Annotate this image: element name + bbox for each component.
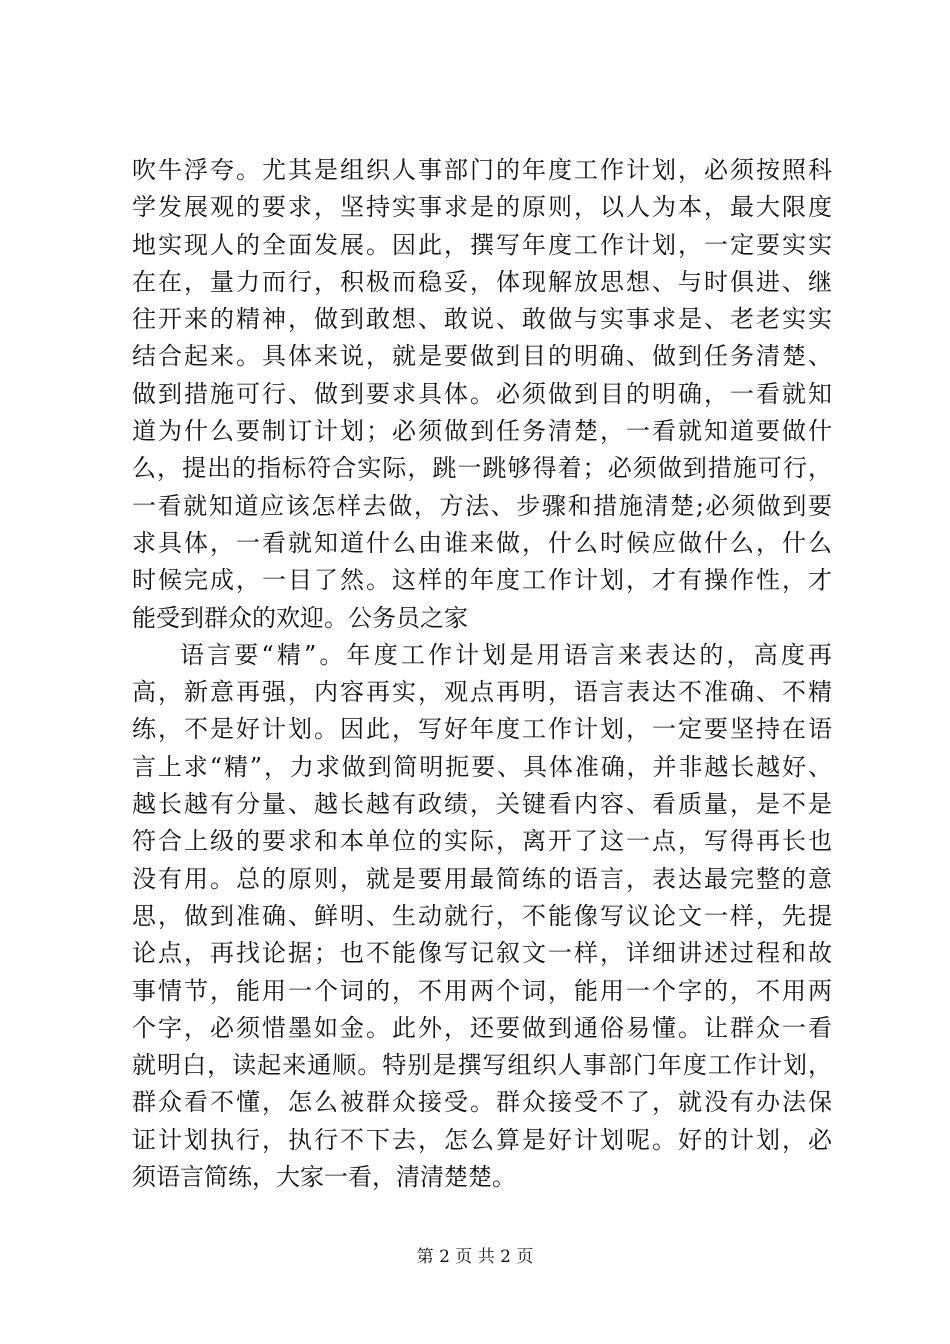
text-line: 一看就知道应该怎样去做，方法、步骤和措施清楚;必须做到要	[132, 491, 832, 520]
text-line: 就明白，读起来通顺。特别是撰写组织人事部门年度工作计划，	[132, 1051, 832, 1080]
page-number-footer: 第 2 页 共 2 页	[416, 1247, 534, 1267]
text-line: 高，新意再强，内容再实，观点再明，语言表达不准确、不精	[132, 678, 832, 707]
text-line: 道为什么要制订计划；必须做到任务清楚，一看就知道要做什	[132, 417, 832, 446]
text-line: 个字，必须惜墨如金。此外，还要做到通俗易懂。让群众一看	[132, 1013, 832, 1042]
text-line: 论点，再找论据；也不能像写记叙文一样，详细讲述过程和故	[132, 939, 832, 968]
text-line: 地实现人的全面发展。因此，撰写年度工作计划，一定要实实	[132, 230, 832, 259]
text-line: 事情节，能用一个词的，不用两个词，能用一个字的，不用两	[132, 976, 832, 1005]
text-line: 符合上级的要求和本单位的实际，离开了这一点，写得再长也	[132, 827, 832, 856]
text-line: 做到措施可行、做到要求具体。必须做到目的明确，一看就知	[132, 379, 832, 408]
body-text	[132, 152, 832, 1196]
text-line: 求具体，一看就知道什么由谁来做，什么时候应做什么，什么	[132, 528, 832, 557]
text-line: 证计划执行，执行不下去，怎么算是好计划呢。好的计划，必	[132, 1125, 832, 1154]
text-line: 么，提出的指标符合实际，跳一跳够得着；必须做到措施可行，	[132, 454, 832, 483]
text-line: 吹牛浮夸。尤其是组织人事部门的年度工作计划，必须按照科	[132, 156, 832, 184]
text-line: 时候完成，一目了然。这样的年度工作计划，才有操作性，才	[132, 566, 832, 595]
text-line: 越长越有分量、越长越有政绩，关键看内容、看质量，是不是	[132, 790, 832, 819]
text-line: 在在，量力而行，积极而稳妥，体现解放思想、与时俱进、继	[132, 267, 832, 296]
text-line: 能受到群众的欢迎。公务员之家	[132, 603, 468, 632]
text-line: 群众看不懂，怎么被群众接受。群众接受不了，就没有办法保	[132, 1088, 832, 1117]
text-line: 思，做到准确、鲜明、生动就行，不能像写议论文一样，先提	[132, 901, 832, 930]
text-line: 练，不是好计划。因此，写好年度工作计划，一定要坚持在语	[132, 715, 832, 744]
text-line: 言上求“精”，力求做到简明扼要、具体准确，并非越长越好、	[132, 752, 832, 781]
text-line: 往开来的精神，做到敢想、敢说、敢做与实事求是、老老实实	[132, 305, 832, 334]
text-line: 结合起来。具体来说，就是要做到目的明确、做到任务清楚、	[132, 342, 832, 371]
text-line: 学发展观的要求，坚持实事求是的原则，以人为本，最大限度	[132, 193, 832, 222]
text-line: 没有用。总的原则，就是要用最简练的语言，表达最完整的意	[132, 864, 832, 893]
text-line: 须语言简练，大家一看，清清楚楚。	[132, 1163, 516, 1192]
paragraph-start-line: 语言要“精”。年度工作计划是用语言来表达的，高度再	[180, 640, 832, 669]
